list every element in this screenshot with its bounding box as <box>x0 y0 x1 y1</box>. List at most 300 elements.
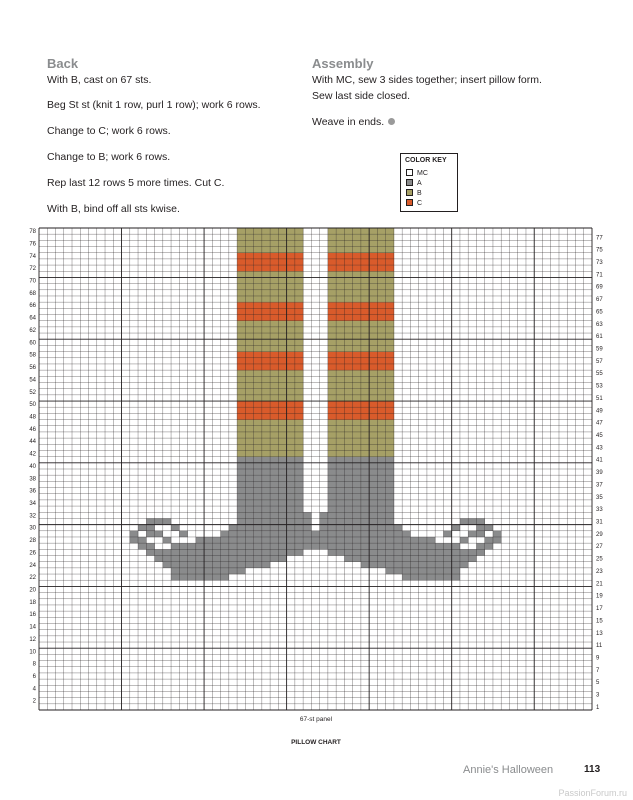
chart-cell <box>336 525 344 531</box>
chart-cell <box>369 444 377 450</box>
chart-cell <box>386 481 394 487</box>
chart-cell <box>344 389 352 395</box>
chart-cell <box>254 284 262 290</box>
chart-cell <box>245 364 253 370</box>
chart-cell <box>287 302 295 308</box>
chart-cell <box>369 549 377 555</box>
row-label-right: 33 <box>596 507 603 514</box>
chart-cell <box>361 506 369 512</box>
chart-cell <box>419 549 427 555</box>
chart-cell <box>344 432 352 438</box>
panel-label: 67-st panel <box>299 716 333 723</box>
chart-cell <box>295 370 303 376</box>
chart-cell <box>278 315 286 321</box>
chart-cell <box>245 494 253 500</box>
chart-cell <box>212 574 220 580</box>
chart-cell <box>476 525 484 531</box>
chart-cell <box>237 389 245 395</box>
chart-cell <box>155 556 163 562</box>
chart-cell <box>377 345 385 351</box>
chart-cell <box>369 463 377 469</box>
chart-cell <box>353 240 361 246</box>
chart-cell <box>295 395 303 401</box>
chart-cell <box>369 302 377 308</box>
chart-cell <box>419 562 427 568</box>
chart-cell <box>328 358 336 364</box>
chart-cell <box>394 549 402 555</box>
chart-cell <box>353 475 361 481</box>
chart-cell <box>361 265 369 271</box>
chart-cell <box>344 525 352 531</box>
chart-cell <box>245 463 253 469</box>
chart-cell <box>353 389 361 395</box>
chart-cell <box>336 531 344 537</box>
assembly-line-2: Sew last side closed. <box>312 90 411 102</box>
back-line-1: With B, cast on 67 sts. <box>47 74 152 86</box>
chart-cell <box>254 240 262 246</box>
chart-cell <box>237 321 245 327</box>
chart-cell <box>377 426 385 432</box>
chart-cell <box>394 531 402 537</box>
chart-cell <box>328 327 336 333</box>
chart-cell <box>287 481 295 487</box>
chart-cell <box>344 259 352 265</box>
chart-cell <box>344 333 352 339</box>
chart-cell <box>328 308 336 314</box>
chart-cell <box>254 271 262 277</box>
chart-cell <box>262 407 270 413</box>
chart-cell <box>419 568 427 574</box>
chart-cell <box>262 401 270 407</box>
chart-cell <box>361 234 369 240</box>
chart-cell <box>254 556 262 562</box>
chart-cell <box>476 549 484 555</box>
chart-cell <box>146 525 154 531</box>
row-label-left: 10 <box>29 649 36 656</box>
row-label-right: 19 <box>596 593 603 600</box>
chart-cell <box>254 500 262 506</box>
chart-cell <box>262 382 270 388</box>
chart-cell <box>287 315 295 321</box>
chart-cell <box>377 562 385 568</box>
chart-cell <box>270 315 278 321</box>
chart-cell <box>237 413 245 419</box>
chart-cell <box>237 494 245 500</box>
chart-cell <box>344 265 352 271</box>
row-label-left: 56 <box>29 365 36 372</box>
chart-cell <box>270 240 278 246</box>
chart-cell <box>245 277 253 283</box>
chart-cell <box>237 525 245 531</box>
chart-cell <box>353 382 361 388</box>
chart-cell <box>336 290 344 296</box>
chart-cell <box>328 450 336 456</box>
chart-cell <box>386 450 394 456</box>
chart-cell <box>369 240 377 246</box>
chart-cell <box>196 562 204 568</box>
chart-cell <box>287 290 295 296</box>
chart-cell <box>328 463 336 469</box>
chart-cell <box>344 549 352 555</box>
chart-cell <box>270 364 278 370</box>
chart-cell <box>270 352 278 358</box>
chart-cell <box>287 265 295 271</box>
chart-cell <box>336 537 344 543</box>
chart-cell <box>336 426 344 432</box>
chart-cell <box>254 228 262 234</box>
chart-cell <box>361 389 369 395</box>
chart-cell <box>287 395 295 401</box>
chart-cell <box>460 562 468 568</box>
chart-cell <box>254 308 262 314</box>
chart-cell <box>245 234 253 240</box>
chart-cell <box>344 444 352 450</box>
chart-cell <box>245 531 253 537</box>
chart-cell <box>476 531 484 537</box>
row-label-right: 5 <box>596 680 600 687</box>
chart-cell <box>270 500 278 506</box>
chart-cell <box>336 364 344 370</box>
chart-cell <box>254 352 262 358</box>
chart-cell <box>394 543 402 549</box>
chart-cell <box>344 475 352 481</box>
chart-cell <box>353 284 361 290</box>
chart-cell <box>245 296 253 302</box>
chart-cell <box>270 259 278 265</box>
chart-cell <box>262 296 270 302</box>
chart-cell <box>443 543 451 549</box>
row-label-left: 30 <box>29 525 36 532</box>
chart-cell <box>369 401 377 407</box>
chart-cell <box>336 543 344 549</box>
chart-cell <box>287 321 295 327</box>
chart-cell <box>295 259 303 265</box>
chart-cell <box>287 525 295 531</box>
chart-cell <box>377 284 385 290</box>
chart-cell <box>344 413 352 419</box>
chart-cell <box>361 358 369 364</box>
row-label-left: 20 <box>29 587 36 594</box>
chart-cell <box>361 345 369 351</box>
chart-cell <box>386 475 394 481</box>
row-label-right: 43 <box>596 445 603 452</box>
chart-cell <box>377 358 385 364</box>
chart-cell <box>328 531 336 537</box>
chart-cell <box>386 321 394 327</box>
chart-cell <box>353 315 361 321</box>
chart-cell <box>254 382 262 388</box>
chart-cell <box>386 364 394 370</box>
chart-cell <box>278 302 286 308</box>
chart-cell <box>270 438 278 444</box>
chart-cell <box>369 469 377 475</box>
chart-cell <box>361 259 369 265</box>
chart-cell <box>369 271 377 277</box>
chart-cell <box>344 247 352 253</box>
chart-cell <box>295 525 303 531</box>
back-heading: Back <box>47 56 79 71</box>
chart-cell <box>344 339 352 345</box>
chart-cell <box>336 506 344 512</box>
chart-cell <box>468 518 476 524</box>
chart-cell <box>295 450 303 456</box>
chart-cell <box>245 401 253 407</box>
color-key-label: MC <box>417 170 428 177</box>
chart-cell <box>344 488 352 494</box>
chart-cell <box>344 450 352 456</box>
chart-cell <box>386 290 394 296</box>
chart-cell <box>270 549 278 555</box>
chart-cell <box>254 494 262 500</box>
chart-cell <box>245 370 253 376</box>
chart-cell <box>254 457 262 463</box>
chart-cell <box>278 259 286 265</box>
chart-cell <box>262 556 270 562</box>
chart-cell <box>171 543 179 549</box>
chart-cell <box>146 549 154 555</box>
chart-cell <box>410 574 418 580</box>
chart-cell <box>369 253 377 259</box>
row-label-right: 59 <box>596 346 603 353</box>
chart-cell <box>353 333 361 339</box>
chart-cell <box>328 432 336 438</box>
chart-cell <box>254 413 262 419</box>
chart-cell <box>353 339 361 345</box>
chart-cell <box>237 352 245 358</box>
chart-cell <box>254 302 262 308</box>
chart-cell <box>270 543 278 549</box>
chart-cell <box>237 401 245 407</box>
chart-cell <box>262 228 270 234</box>
row-label-left: 48 <box>29 414 36 421</box>
chart-cell <box>262 302 270 308</box>
chart-cell <box>270 518 278 524</box>
chart-cell <box>295 253 303 259</box>
chart-cell <box>146 518 154 524</box>
chart-cell <box>336 407 344 413</box>
chart-cell <box>344 395 352 401</box>
row-label-right: 17 <box>596 606 603 613</box>
chart-cell <box>270 432 278 438</box>
chart-cell <box>262 506 270 512</box>
chart-cell <box>254 265 262 271</box>
chart-cell <box>237 531 245 537</box>
chart-cell <box>237 457 245 463</box>
chart-cell <box>386 234 394 240</box>
chart-cell <box>245 352 253 358</box>
chart-cell <box>278 358 286 364</box>
chart-cell <box>369 358 377 364</box>
chart-cell <box>361 494 369 500</box>
chart-cell <box>245 549 253 555</box>
chart-cell <box>254 290 262 296</box>
chart-cell <box>245 228 253 234</box>
chart-cell <box>369 525 377 531</box>
chart-cell <box>369 327 377 333</box>
chart-cell <box>336 296 344 302</box>
chart-cell <box>377 518 385 524</box>
chart-cell <box>361 426 369 432</box>
row-label-left: 12 <box>29 636 36 643</box>
chart-cell <box>270 488 278 494</box>
chart-cell <box>254 247 262 253</box>
chart-cell <box>262 315 270 321</box>
chart-cell <box>468 556 476 562</box>
chart-cell <box>328 475 336 481</box>
row-label-left: 72 <box>29 266 36 273</box>
chart-cell <box>237 253 245 259</box>
row-label-right: 1 <box>596 704 600 711</box>
chart-cell <box>427 549 435 555</box>
chart-cell <box>336 395 344 401</box>
chart-cell <box>328 333 336 339</box>
chart-cell <box>262 327 270 333</box>
chart-cell <box>270 556 278 562</box>
row-label-right: 25 <box>596 556 603 563</box>
chart-cell <box>278 481 286 487</box>
chart-cell <box>278 321 286 327</box>
row-label-left: 44 <box>29 439 36 446</box>
row-label-right: 63 <box>596 321 603 328</box>
chart-cell <box>262 339 270 345</box>
chart-cell <box>270 395 278 401</box>
chart-cell <box>221 568 229 574</box>
chart-cell <box>369 382 377 388</box>
chart-cell <box>287 450 295 456</box>
chart-cell <box>377 444 385 450</box>
chart-cell <box>377 247 385 253</box>
chart-cell <box>369 333 377 339</box>
chart-cell <box>245 395 253 401</box>
chart-cell <box>237 265 245 271</box>
chart-cell <box>328 284 336 290</box>
chart-cell <box>361 525 369 531</box>
chart-cell <box>303 537 311 543</box>
chart-cell <box>155 531 163 537</box>
chart-cell <box>262 247 270 253</box>
chart-cell <box>427 537 435 543</box>
chart-cell <box>221 543 229 549</box>
chart-cell <box>386 370 394 376</box>
chart-cell <box>336 438 344 444</box>
chart-cell <box>377 488 385 494</box>
chart-cell <box>287 413 295 419</box>
row-label-left: 54 <box>29 377 36 384</box>
chart-cell <box>361 370 369 376</box>
chart-cell <box>353 395 361 401</box>
chart-cell <box>278 543 286 549</box>
chart-cell <box>254 321 262 327</box>
chart-cell <box>179 562 187 568</box>
chart-cell <box>353 438 361 444</box>
row-label-left: 70 <box>29 278 36 285</box>
chart-cell <box>262 284 270 290</box>
chart-cell <box>237 543 245 549</box>
chart-cell <box>262 463 270 469</box>
chart-cell <box>344 296 352 302</box>
chart-cell <box>270 450 278 456</box>
chart-cell <box>287 506 295 512</box>
row-label-right: 37 <box>596 482 603 489</box>
chart-cell <box>295 494 303 500</box>
color-key-label: A <box>417 180 422 187</box>
chart-cell <box>270 401 278 407</box>
chart-cell <box>377 333 385 339</box>
chart-cell <box>212 537 220 543</box>
chart-cell <box>328 488 336 494</box>
chart-cell <box>287 339 295 345</box>
chart-cell <box>361 512 369 518</box>
back-line-2: Beg St st (knit 1 row, purl 1 row); work 6 rows. <box>47 99 261 111</box>
chart-cell <box>353 420 361 426</box>
row-label-right: 11 <box>596 643 603 650</box>
chart-cell <box>369 413 377 419</box>
chart-cell <box>386 543 394 549</box>
chart-cell <box>386 506 394 512</box>
chart-cell <box>278 438 286 444</box>
chart-cell <box>336 271 344 277</box>
row-label-left: 46 <box>29 426 36 433</box>
chart-cell <box>328 444 336 450</box>
chart-cell <box>386 549 394 555</box>
chart-cell <box>237 364 245 370</box>
chart-cell <box>377 327 385 333</box>
chart-cell <box>344 401 352 407</box>
chart-cell <box>344 376 352 382</box>
chart-cell <box>402 568 410 574</box>
chart-cell <box>452 562 460 568</box>
chart-cell <box>262 345 270 351</box>
chart-cell <box>278 333 286 339</box>
chart-cell <box>328 500 336 506</box>
chart-cell <box>295 444 303 450</box>
chart-cell <box>361 438 369 444</box>
chart-cell <box>353 358 361 364</box>
chart-cell <box>328 469 336 475</box>
chart-cell <box>287 432 295 438</box>
chart-cell <box>262 376 270 382</box>
chart-cell <box>435 549 443 555</box>
chart-cell <box>361 444 369 450</box>
chart-cell <box>254 339 262 345</box>
chart-cell <box>386 537 394 543</box>
chart-cell <box>254 345 262 351</box>
chart-cell <box>254 277 262 283</box>
row-label-right: 71 <box>596 272 603 279</box>
chart-cell <box>377 556 385 562</box>
chart-cell <box>386 463 394 469</box>
chart-cell <box>353 401 361 407</box>
chart-cell <box>262 450 270 456</box>
chart-cell <box>262 259 270 265</box>
chart-cell <box>179 531 187 537</box>
chart-cell <box>386 259 394 265</box>
chart-cell <box>452 549 460 555</box>
chart-cell <box>278 407 286 413</box>
chart-cell <box>278 488 286 494</box>
chart-cell <box>336 240 344 246</box>
chart-cell <box>386 568 394 574</box>
chart-cell <box>262 531 270 537</box>
chart-cell <box>245 327 253 333</box>
row-label-right: 45 <box>596 433 603 440</box>
chart-cell <box>353 463 361 469</box>
back-line-4: Change to B; work 6 rows. <box>47 151 171 163</box>
chart-cell <box>361 537 369 543</box>
chart-cell <box>278 389 286 395</box>
chart-cell <box>262 518 270 524</box>
chart-cell <box>353 556 361 562</box>
